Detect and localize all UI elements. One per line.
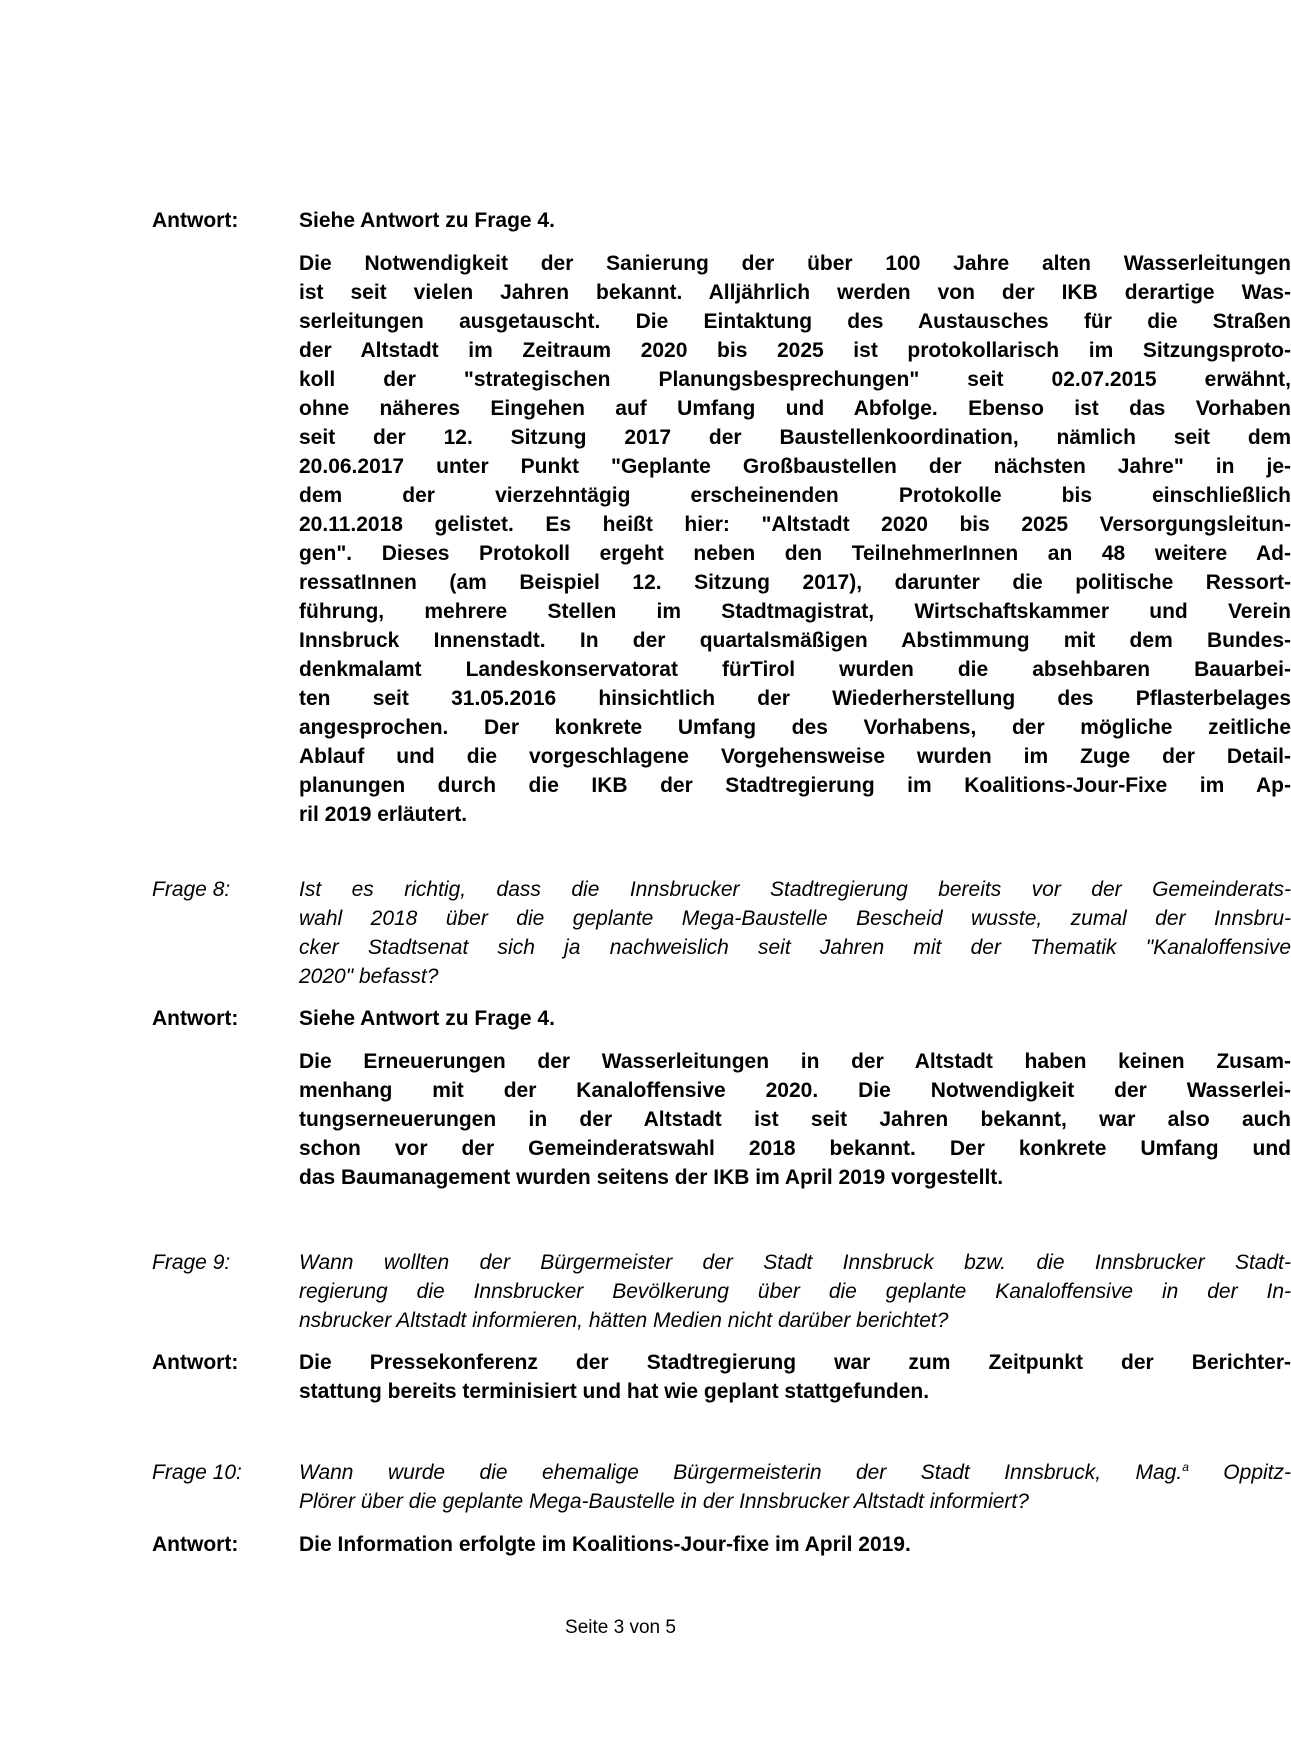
text-line: führung, mehrere Stellen im Stadtmagistrat, Wirtschaftskammer und Verein [299, 600, 1291, 623]
answer-label: Antwort: [152, 1007, 239, 1030]
text-line: der Altstadt im Zeitraum 2020 bis 2025 ist protokollarisch im Sitzungsproto- [299, 339, 1291, 362]
text-line: Ablauf und die vorgeschlagene Vorgehensweise wurden im Zuge der Detail- [299, 745, 1291, 768]
text-line: das Baumanagement wurden seitens der IKB im April 2019 vorgestellt. [299, 1166, 1004, 1189]
answer-text [299, 1047, 1291, 1192]
answer-label: Antwort: [152, 1533, 239, 1556]
text-line: schon vor der Gemeinderatswahl 2018 bekannt. Der konkrete Umfang und [299, 1137, 1291, 1160]
text-line: stattung bereits terminisiert und hat wie geplant stattgefunden. [299, 1380, 930, 1403]
text-line: cker Stadtsenat sich ja nachweislich seit Jahren mit der Thematik "Kanaloffensive [299, 936, 1291, 959]
text-line: Die Notwendigkeit der Sanierung der über 100 Jahre alten Wasserleitungen [299, 252, 1291, 275]
text-line: ressatInnen (am Beispiel 12. Sitzung 2017), darunter die politische Ressort- [299, 571, 1291, 594]
text-line: 20.11.2018 gelistet. Es heißt hier: "Altstadt 2020 bis 2025 Versorgungsleitun- [299, 513, 1291, 536]
text-line: dem der vierzehntägig erscheinenden Protokolle bis einschließlich [299, 484, 1291, 507]
page-number: Seite 3 von 5 [565, 1617, 676, 1638]
text-line: 20.06.2017 unter Punkt "Geplante Großbaustellen der nächsten Jahre" in je- [299, 455, 1291, 478]
question-label: Frage 9: [152, 1251, 231, 1274]
question-text [299, 1458, 1291, 1516]
text-line: serleitungen ausgetauscht. Die Eintaktung des Austausches für die Straßen [299, 310, 1291, 333]
text-line: Innsbruck Innenstadt. In der quartalsmäßigen Abstimmung mit dem Bundes- [299, 629, 1291, 652]
text-line: Die Pressekonferenz der Stadtregierung war zum Zeitpunkt der Berichter- [299, 1351, 1291, 1374]
text-fragment: Oppitz- [1188, 1461, 1291, 1484]
text-line: ist seit vielen Jahren bekannt. Alljährlich werden von der IKB derartige Was- [299, 281, 1291, 304]
question-text [299, 1248, 1291, 1335]
text-line: koll der "strategischen Planungsbesprechungen" seit 02.07.2015 erwähnt, [299, 368, 1291, 391]
answer-reference: Siehe Antwort zu Frage 4. [299, 209, 555, 232]
text-line: regierung die Innsbrucker Bevölkerung über die geplante Kanaloffensive in der In- [299, 1280, 1291, 1303]
text-line: Plörer über die geplante Mega-Baustelle in der Innsbrucker Altstadt informiert? [299, 1490, 1029, 1513]
text-line [299, 1458, 1291, 1487]
question-label: Frage 8: [152, 878, 231, 901]
answer-text [299, 249, 1291, 829]
answer-reference: Siehe Antwort zu Frage 4. [299, 1007, 555, 1030]
text-line: nsbrucker Altstadt informieren, hätten Medien nicht darüber berichtet? [299, 1309, 949, 1332]
superscript: a [1182, 1460, 1189, 1474]
text-line: seit der 12. Sitzung 2017 der Baustellenkoordination, nämlich seit dem [299, 426, 1291, 449]
text-line: wahl 2018 über die geplante Mega-Baustelle Bescheid wusste, zumal der Innsbru- [299, 907, 1291, 930]
text-line: angesprochen. Der konkrete Umfang des Vorhabens, der mögliche zeitliche [299, 716, 1291, 739]
question-label: Frage 10: [152, 1461, 242, 1484]
text-line: Wann wollten der Bürgermeister der Stadt Innsbruck bzw. die Innsbrucker Stadt- [299, 1251, 1291, 1274]
answer-text [299, 1348, 1291, 1406]
question-text [299, 875, 1291, 991]
text-line: denkmalamt Landeskonservatorat fürTirol wurden die absehbaren Bauarbei- [299, 658, 1291, 681]
text-line: planungen durch die IKB der Stadtregierung im Koalitions-Jour-Fixe im Ap- [299, 774, 1291, 797]
answer-text: Die Information erfolgte im Koalitions-Jour-fixe im April 2019. [299, 1533, 911, 1556]
answer-label: Antwort: [152, 1351, 239, 1374]
text-line: ril 2019 erläutert. [299, 803, 468, 826]
text-fragment: Wann wurde die ehemalige Bürgermeisterin der Stadt Innsbruck, Mag. [299, 1461, 1183, 1484]
text-line: ohne näheres Eingehen auf Umfang und Abfolge. Ebenso ist das Vorhaben [299, 397, 1291, 420]
text-line: menhang mit der Kanaloffensive 2020. Die Notwendigkeit der Wasserlei- [299, 1079, 1291, 1102]
text-line: tungserneuerungen in der Altstadt ist seit Jahren bekannt, war also auch [299, 1108, 1291, 1131]
text-line: ten seit 31.05.2016 hinsichtlich der Wiederherstellung des Pflasterbelages [299, 687, 1291, 710]
text-line: Ist es richtig, dass die Innsbrucker Stadtregierung bereits vor der Gemeinderats- [299, 878, 1291, 901]
answer-label: Antwort: [152, 209, 239, 232]
text-line: gen". Dieses Protokoll ergeht neben den TeilnehmerInnen an 48 weitere Ad- [299, 542, 1291, 565]
text-line: Die Erneuerungen der Wasserleitungen in der Altstadt haben keinen Zusam- [299, 1050, 1291, 1073]
text-line: 2020" befasst? [299, 965, 439, 988]
